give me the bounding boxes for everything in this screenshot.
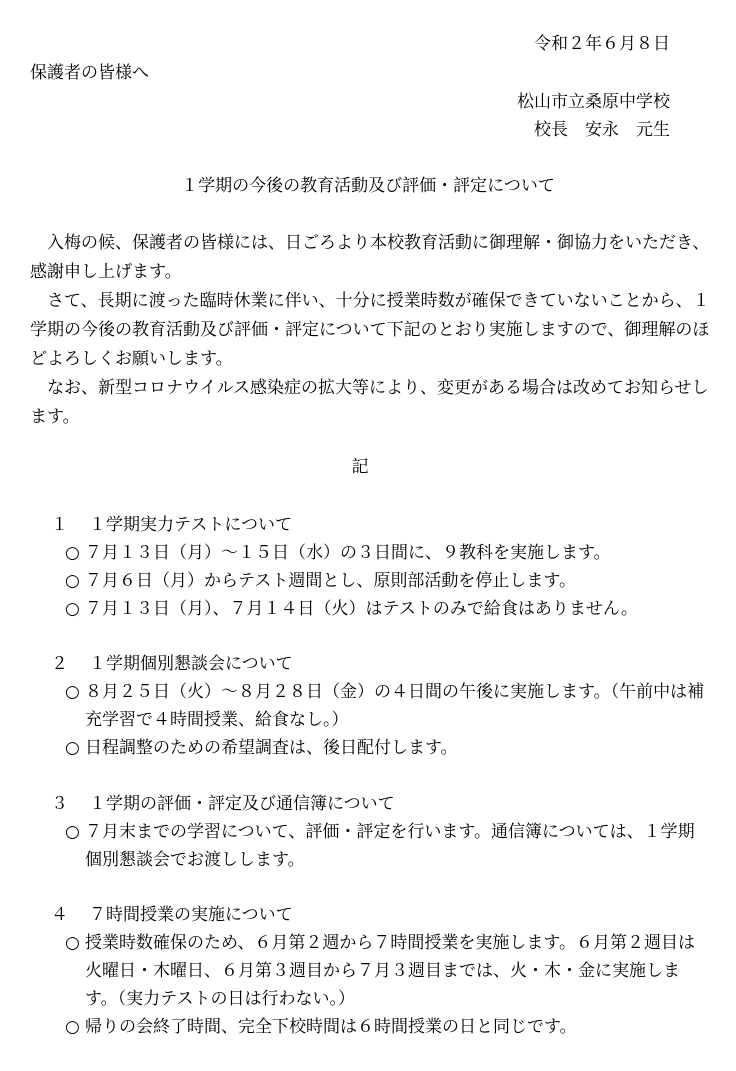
circle-bullet-icon: ○ xyxy=(65,682,80,702)
list-item-text: ８月２５日（火）～８月２８日（金）の４日間の午後に実施します。（午前中は補充学習で４時間授業、給食なし。） xyxy=(85,682,705,730)
list-item-text: 帰りの会終了時間、完全下校時間は６時間授業の日と同じです。 xyxy=(85,1017,577,1037)
section-number: ３ xyxy=(51,794,68,814)
list-item-text: ７月６日（月）からテスト週間とし、原則部活動を停止します。 xyxy=(85,571,576,591)
ki-heading: 記 xyxy=(351,457,369,477)
list-item xyxy=(47,539,707,567)
section-number: ４ xyxy=(51,905,68,925)
section-number: ２ xyxy=(51,654,68,674)
section-seven-period-classes xyxy=(47,901,707,1041)
section-evaluation-report-card xyxy=(47,790,707,874)
section-heading xyxy=(47,901,707,929)
section-heading xyxy=(47,511,707,539)
body-paragraph-notice: なお、新型コロナウイルス感染症の拡大等により、変更がある場合は改めてお知らせします。 xyxy=(30,378,709,427)
circle-bullet-icon: ○ xyxy=(65,738,80,758)
list-item-text: 日程調整のための希望調査は、後日配付します。 xyxy=(85,738,458,758)
list-item xyxy=(47,818,707,874)
circle-bullet-icon: ○ xyxy=(65,543,80,563)
school-name: 松山市立桑原中学校 xyxy=(517,92,670,112)
list-item-text: ７月１３日（月）、７月１４日（火）はテストのみで給食はありません。 xyxy=(85,599,638,619)
list-item xyxy=(47,929,707,1013)
circle-bullet-icon: ○ xyxy=(65,933,80,953)
list-item xyxy=(47,595,707,623)
section-individual-meeting xyxy=(47,650,707,762)
document-subject: １学期の今後の教育活動及び評価・評定について xyxy=(181,176,555,196)
section-heading xyxy=(47,790,707,818)
principal-name: 校長 安永 元生 xyxy=(534,120,670,140)
section-achievement-test xyxy=(47,511,707,623)
circle-bullet-icon: ○ xyxy=(65,822,80,842)
section-title: １学期実力テストについて xyxy=(89,515,292,535)
section-title: １学期個別懇談会について xyxy=(89,654,293,674)
list-item xyxy=(47,567,707,595)
addressee: 保護者の皆様へ xyxy=(30,63,149,83)
body-text xyxy=(30,229,710,432)
section-number: １ xyxy=(51,515,68,535)
list-item xyxy=(47,734,707,762)
list-item-text: ７月１３日（月）～１５日（水）の３日間に、９教科を実施します。 xyxy=(85,543,611,563)
list-item-text: ７月末までの学習について、評価・評定を行います。通信簿については、１学期個別懇談会でお渡しします。 xyxy=(85,822,695,870)
list-item xyxy=(47,678,707,734)
list-item-text: 授業時数確保のため、６月第２週から７時間授業を実施します。６月第２週目は火曜日・木曜日、６月第３週目から７月３週目までは、火・木・金に実施します。（実力テストの日は行わない。） xyxy=(85,933,695,1009)
section-title: １学期の評価・評定及び通信簿について xyxy=(89,794,395,814)
section-heading xyxy=(47,650,707,678)
document-date: 令和２年６月８日 xyxy=(534,34,670,54)
circle-bullet-icon: ○ xyxy=(65,1017,80,1037)
section-title: ７時間授業の実施について xyxy=(89,905,293,925)
body-paragraph-greeting: 入梅の候、保護者の皆様には、日ごろより本校教育活動に御理解・御協力をいただき、感謝申し上げます。 xyxy=(30,233,710,282)
circle-bullet-icon: ○ xyxy=(65,571,80,591)
circle-bullet-icon: ○ xyxy=(65,599,80,619)
body-paragraph-reason: さて、長期に渡った臨時休業に伴い、十分に授業時数が確保できていないことから、１学期の今後の教育活動及び評価・評定について下記のとおり実施しますので、御理解のほどよろしくお願いします。 xyxy=(30,291,710,369)
list-item xyxy=(47,1013,707,1041)
